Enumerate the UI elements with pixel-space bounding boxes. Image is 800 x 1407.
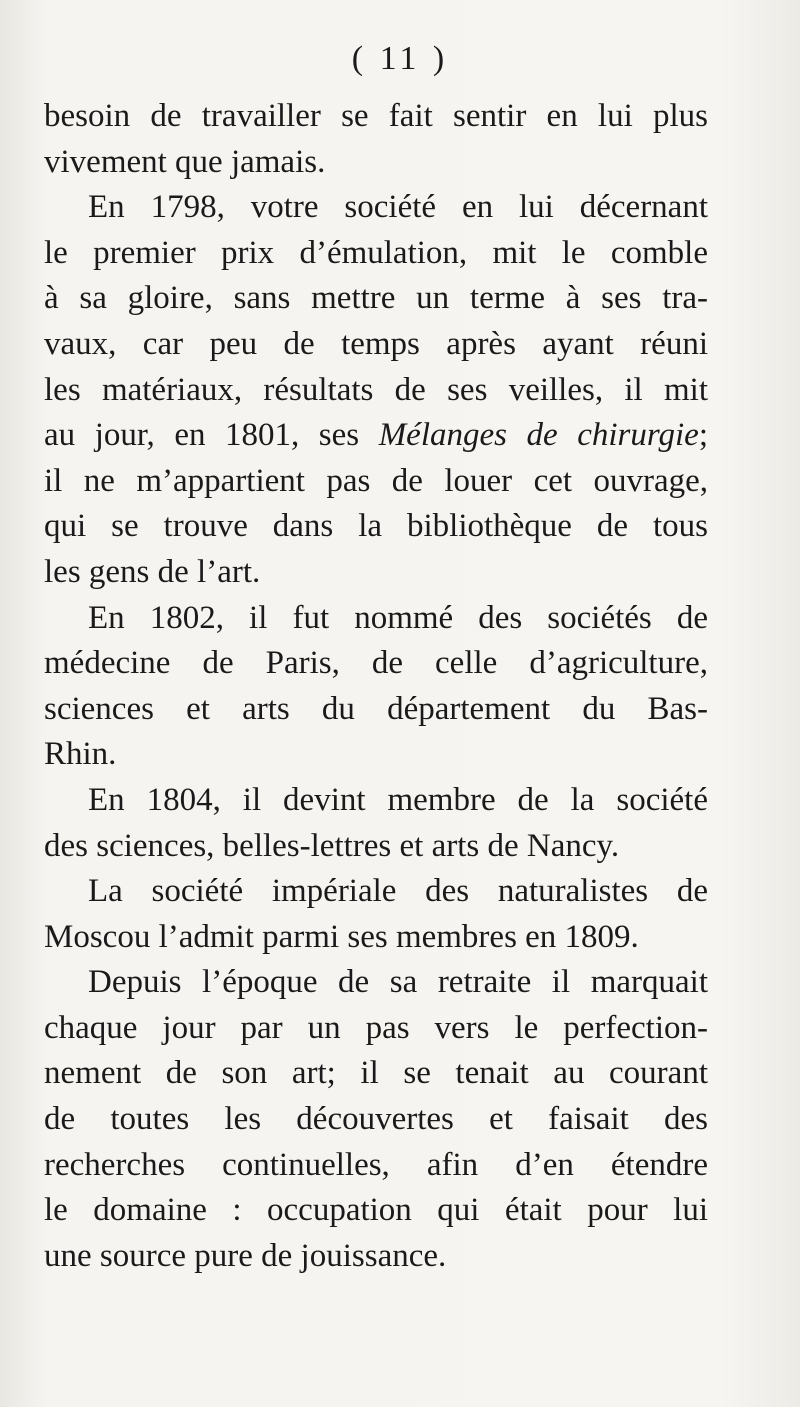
text-line: il ne m’appartient pas de louer cet ouvrage,: [44, 462, 708, 499]
text-line: En 1804, il devint membre de la société: [88, 781, 708, 818]
text-line: une source pure de jouissance.: [44, 1237, 447, 1274]
text-line: qui se trouve dans la bibliothèque de tous: [44, 508, 708, 545]
text-line: nement de son art; il se tenait au courant: [44, 1055, 708, 1092]
text-line: chaque jour par un pas vers le perfection-: [44, 1009, 708, 1046]
text-line: En 1798, votre société en lui décernant: [88, 189, 708, 226]
text-line: Rhin.: [44, 736, 117, 773]
text-line: sciences et arts du département du Bas-: [44, 690, 708, 727]
text-line: à sa gloire, sans mettre un terme à ses tra-: [44, 280, 708, 317]
text-line: En 1802, il fut nommé des sociétés de: [88, 599, 708, 636]
body-text: [44, 94, 708, 1279]
text-segment: ;: [698, 417, 708, 454]
text-line: le domaine : occupation qui était pour lui: [44, 1192, 708, 1229]
text-line: les gens de l’art.: [44, 553, 261, 590]
text-line: Depuis l’époque de sa retraite il marquait: [88, 964, 708, 1001]
text-line: recherches continuelles, afin d’en étendre: [44, 1146, 708, 1183]
book-title-italic: Mélanges de chirurgie: [378, 417, 699, 454]
text-line: les matériaux, résultats de ses veilles, il mit: [44, 371, 708, 408]
text-line: vaux, car peu de temps après ayant réuni: [44, 325, 708, 362]
page-number: ( 11 ): [351, 40, 449, 77]
text-line: le premier prix d’émulation, mit le comble: [44, 234, 708, 271]
text-segment: au jour, en 1801, ses: [44, 417, 379, 454]
text-line: besoin de travailler se fait sentir en lui plus: [44, 98, 708, 134]
text-line: Moscou l’admit parmi ses membres en 1809.: [44, 918, 639, 955]
text-line: des sciences, belles-lettres et arts de Nancy.: [44, 827, 620, 864]
text-line: médecine de Paris, de celle d’agriculture,: [44, 645, 708, 682]
text-line: La société impériale des naturalistes de: [88, 873, 708, 910]
text-line: de toutes les découvertes et faisait des: [44, 1101, 708, 1138]
text-line: vivement que jamais.: [44, 143, 326, 180]
text-line: [44, 413, 708, 459]
